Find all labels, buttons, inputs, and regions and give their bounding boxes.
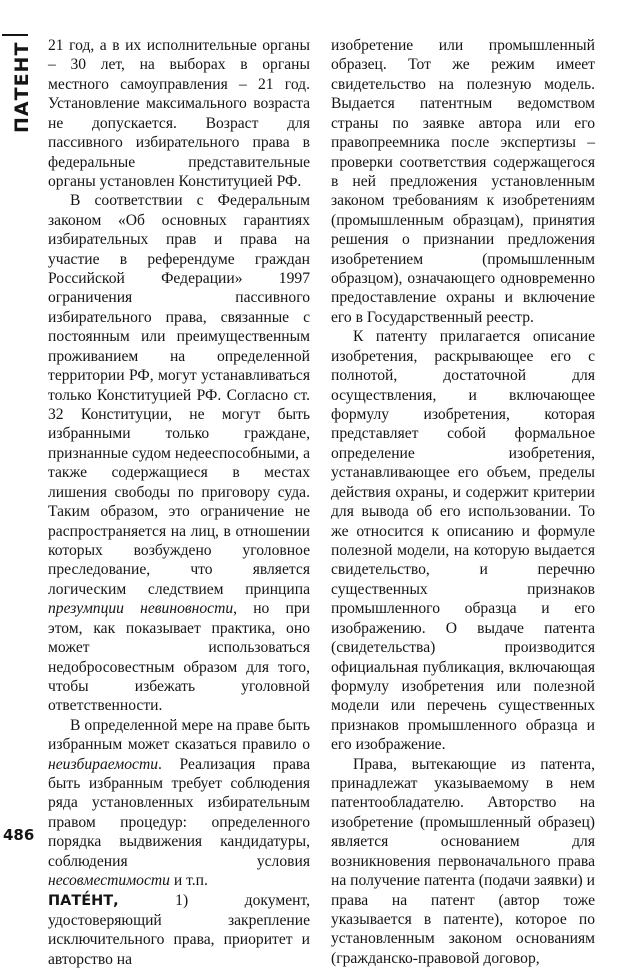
right-column: [331, 36, 595, 968]
cross-reference-term: презумпции невиновности: [48, 600, 234, 618]
dictionary-entry: [48, 891, 310, 969]
left-column: [48, 36, 310, 969]
paragraph: [48, 716, 310, 891]
text-run: и т.п.: [169, 872, 208, 890]
cross-reference-term: неизбираемости: [48, 755, 159, 773]
headword: ПАТЕ́НТ,: [48, 892, 119, 909]
text-run: В определенной мере на праве быть избранным может сказаться правило о: [48, 716, 310, 754]
paragraph: 21 год, а в их исполнительные органы – 30 лет, на выборах в органы местного самоуправления – 21 год. Установление максимального возраста не допускается. Возраст для пассивного избирательного права в федеральные представительные органы установлен Конституцией РФ.: [48, 37, 310, 190]
text-run: В соответствии с Федеральным законом «Об основных гарантиях избирательных прав и права на участие в референдуме граждан Российской Федерации» 1997 ограничения пассивного избирательного права, связанные с постоянным или преимущественным проживанием на определенной территории РФ, могут устанавливаться только Конституцией РФ. Согласно ст. 32 Конституции, не могут быть избранными только граждане, признанные судом недееспособными, а также содержащиеся в местах лишения свободы по приговору суда. Таким образом, это ограничение не распространяется на лиц, в отношении которых возбуждено уголовное преследование, что является логическим следствием принципа: [48, 192, 310, 598]
cross-reference-term: несовместимости: [48, 872, 170, 890]
paragraph: Права, вытекающие из патента, принадлежат указываемому в нем патентообладателю. Авторство на изобретение (промышленный образец) является основанием для возникновения первоначального права на получение патента (подачи заявки) и права на патент (автор тоже указывается в патенте), которое по установленным законом основаниям (гражданско-правовой договор,: [331, 755, 595, 967]
text-run: 1) документ, удостоверяющий закрепление исключительного права, приоритет и авторство на: [48, 891, 310, 968]
paragraph: К патенту прилагается описание изобретения, раскрывающее его с полнотой, достаточной для осуществления, и включающее формулу изобретения, которая представляет собой формальное определение изобретения, устанавливающее его объем, пределы действия охраны, и содержит критерии для вывода об его использовании. То же относится к описанию и формуле полезной модели, на которую выдается свидетельство, и перечню существенных признаков промышленного образца и его изображению. О выдаче патента (свидетельства) производится официальная публикация, включающая формулу изобретения или полезной модели или перечень существенных признаков промышленного образца и его изображение.: [331, 328, 595, 754]
running-head: ПАТЕНТ: [11, 41, 33, 133]
running-head-rule: [2, 34, 28, 36]
text-run: , но при этом, как показывает практика, оно может использоваться недобросовестным образом для того, чтобы избежать уголовной ответственности.: [48, 600, 310, 715]
page-number: 486: [3, 826, 35, 844]
paragraph: [48, 191, 310, 715]
text-run: . Реализация права быть избранным требует соблюдения ряда установленных избирательным правом процедур: определенного порядка выдвижения кандидатуры, соблюдения условия: [48, 755, 310, 870]
paragraph: изобретение или промышленный образец. Тот же режим имеет свидетельство на полезную модель. Выдается патентным ведомством страны по заявке автора или его правопреемника после экспертизы – проверки соответствия содержащегося в ней предложения установленным законом требованиям к изобретениям (промышленным образцам), принятия решения о признании предложения изобретением (промышленным образцом), означающего одновременно предоставление охраны и включение его в Государственный реестр.: [331, 37, 595, 326]
